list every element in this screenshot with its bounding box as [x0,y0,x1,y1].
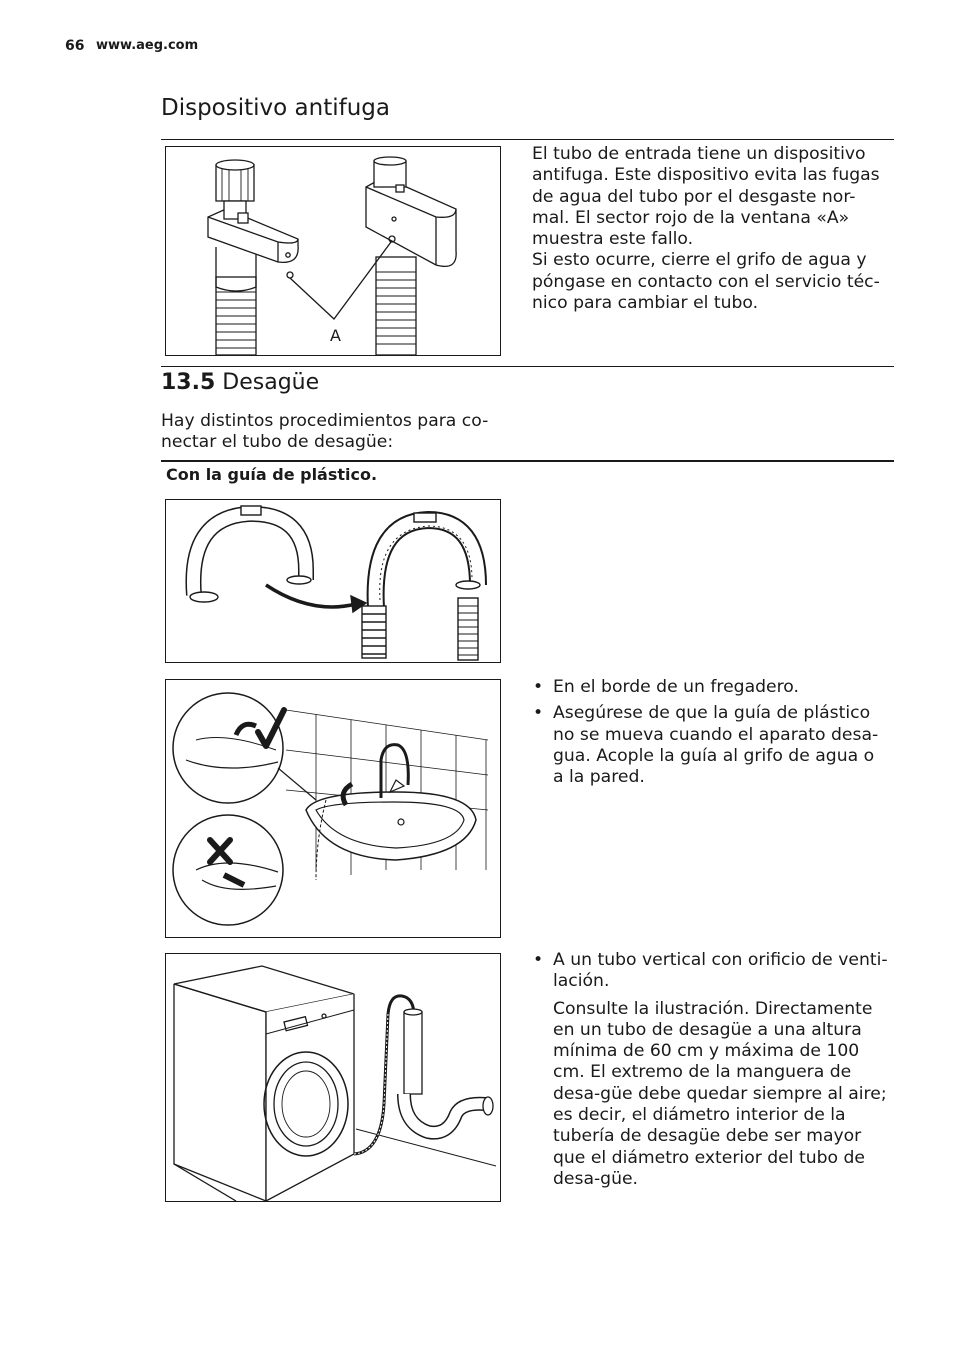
divider [161,460,894,462]
list-item: • Asegúrese de que la guía de plástico no se mueva cuando el aparato desa-gua. Acople la guía al grifo de agua o a la pared. [533,703,888,788]
antifuga-description [532,144,888,314]
figure-label-a: A [330,326,341,345]
divider [161,139,894,140]
standpipe-illustration [165,953,501,1202]
list-item: • En el borde de un fregadero. [533,677,888,698]
standpipe-note: Consulte la ilustración. Directamente en un tubo de desagüe a una altura mínima de 60 cm y máxima de 100 cm. El extremo de la manguera de desa-güe debe quedar siempre al aire; es decir, el diámetro interior de la tubería de desagüe debe ser mayor que el diámetro exterior del tubo de desa-güe. [553,998,887,1189]
antifuga-paragraph-1: El tubo de entrada tiene un dispositivo antifuga. Este dispositivo evita las fugas de agua del tubo por el desgaste nor-mal. El sector rojo de la ventana «A» muestra este fallo. [532,144,880,250]
inlet-hose-diagram [166,147,500,355]
plastic-guide-diagram [166,500,500,662]
desague-intro: Hay distintos procedimientos para co-nectar el tubo de desagüe: [161,411,489,453]
website-url: www.aeg.com [96,38,199,53]
section-heading-desague [161,370,319,395]
sink-bullet-list [533,677,888,788]
sink-illustration [165,679,501,938]
section-title-antifuga: Dispositivo antifuga [161,95,390,121]
standpipe-instructions [533,950,888,1190]
standpipe-diagram [166,954,500,1201]
sink-instructions [533,677,888,793]
subheading-plastic-guide: Con la guía de plástico. [166,465,378,484]
antifuga-illustration [165,146,501,356]
section-title: Desagüe [222,370,320,395]
list-item: • A un tubo vertical con orificio de venti-lación. [533,950,888,993]
antifuga-paragraph-2: Si esto ocurre, cierre el grifo de agua y póngase en contacto con el servicio téc-nico para cambiar el tubo. [532,250,880,314]
section-number: 13.5 [161,370,216,395]
page-number: 66 [65,38,85,54]
sink-diagram [166,680,500,937]
divider [161,366,894,367]
standpipe-bullet-list [533,950,888,993]
plastic-guide-illustration [165,499,501,663]
